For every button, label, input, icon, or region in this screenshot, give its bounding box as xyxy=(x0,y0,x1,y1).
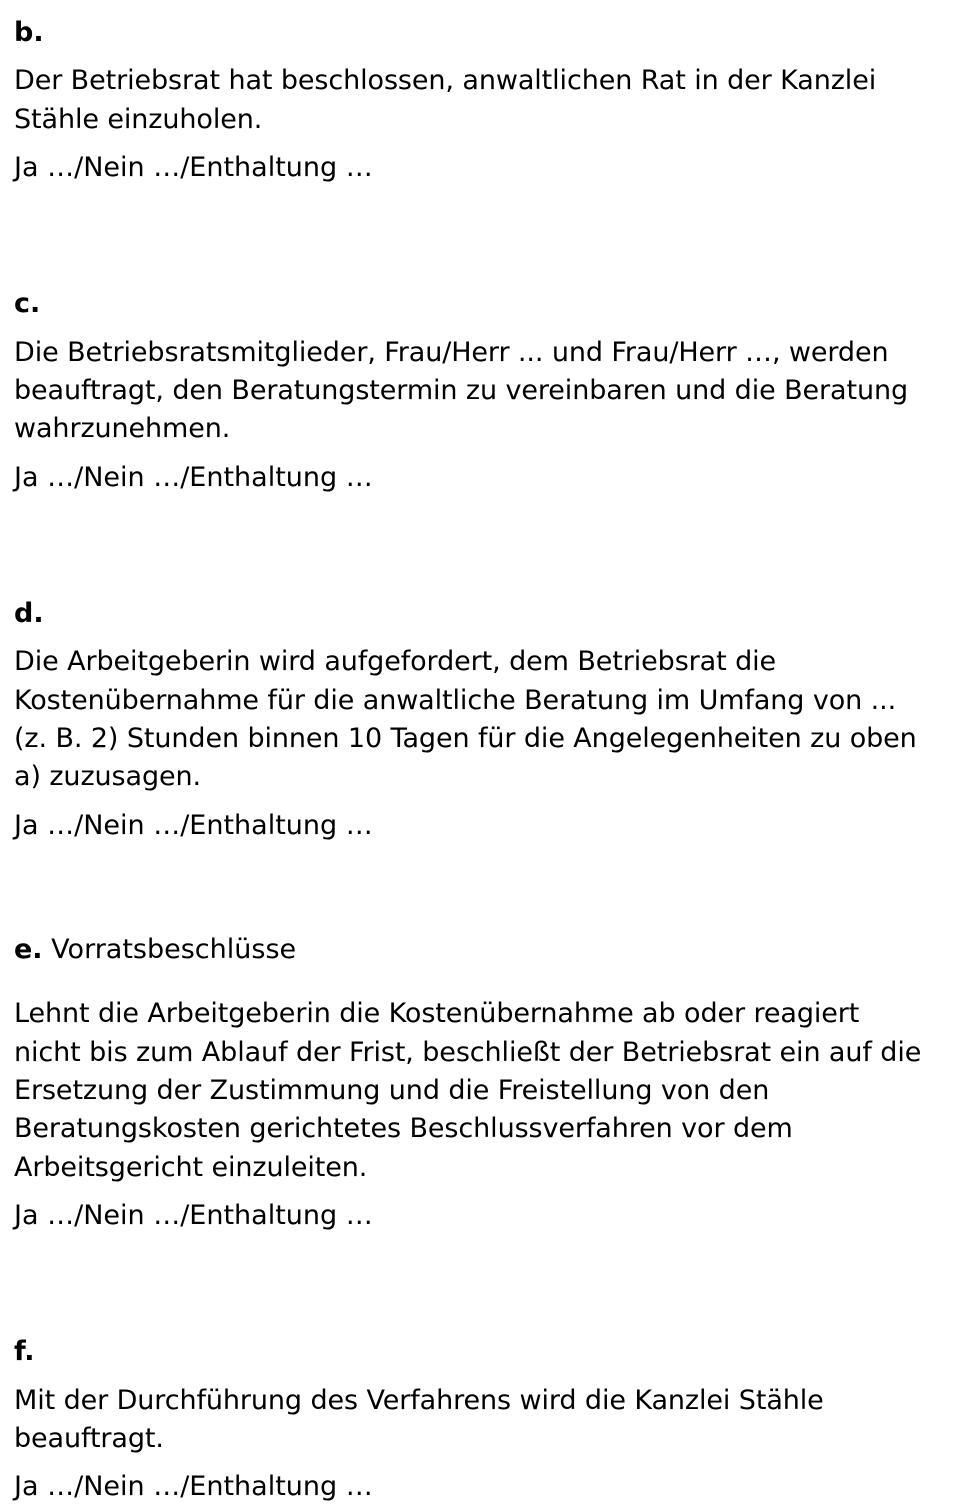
spacer xyxy=(14,324,932,334)
spacer xyxy=(14,1235,932,1333)
spacer xyxy=(14,969,932,995)
spacer xyxy=(14,845,932,931)
section-e-heading-line xyxy=(14,931,932,969)
section-b-marker: b. xyxy=(14,17,44,48)
section-d xyxy=(14,595,932,845)
spacer xyxy=(14,497,932,595)
spacer xyxy=(14,633,932,643)
section-d-marker: d. xyxy=(14,597,44,629)
section-b-paragraph: Der Betriebsrat hat beschlossen, anwaltlichen Rat in der Kanzlei Stähle einzuholen. xyxy=(14,65,877,135)
section-b-vote-line: Ja …/Nein …/Enthaltung … xyxy=(14,151,373,183)
section-e-vote-line: Ja …/Nein …/Enthaltung … xyxy=(14,1199,373,1231)
spacer xyxy=(14,139,932,149)
section-e xyxy=(14,931,932,1235)
section-c-paragraph: Die Betriebsratsmitglieder, Frau/Herr ... und Frau/Herr …, werden beauftragt, den Beratungstermin zu vereinbaren und die Beratung wahrzunehmen. xyxy=(14,336,909,445)
section-c-marker: c. xyxy=(14,288,41,320)
spacer xyxy=(14,449,932,459)
section-e-heading: Vorratsbeschlüsse xyxy=(51,933,297,965)
section-f xyxy=(14,1333,932,1506)
section-e-paragraph: Lehnt die Arbeitgeberin die Kostenübernahme ab oder reagiert nicht bis zum Ablauf der Frist, beschließt der Betriebsrat ein auf die Ersetzung der Zustimmung und die Freistellung von den Beratungskosten gerichtetes Beschlussverfahren vor dem Arbeitsgericht einzuleiten. xyxy=(14,998,922,1183)
spacer xyxy=(14,1187,932,1197)
section-f-paragraph: Mit der Durchführung des Verfahrens wird die Kanzlei Stähle beauftragt. xyxy=(14,1384,824,1454)
spacer xyxy=(14,1372,932,1382)
spacer xyxy=(14,187,932,285)
section-c xyxy=(14,285,932,497)
section-d-paragraph: Die Arbeitgeberin wird aufgefordert, dem Betriebsrat die Kostenübernahme für die anwaltliche Beratung im Umfang von ... (z. B. 2) Stunden binnen 10 Tagen für die Angelegenheiten zu oben a) zuzusagen. xyxy=(14,646,917,793)
spacer xyxy=(14,52,932,62)
section-b xyxy=(14,14,932,187)
section-f-vote-line: Ja …/Nein …/Enthaltung … xyxy=(14,1471,373,1503)
spacer xyxy=(14,1458,932,1468)
section-f-marker: f. xyxy=(14,1336,35,1368)
section-c-vote-line: Ja …/Nein …/Enthaltung … xyxy=(14,461,373,493)
spacer xyxy=(14,797,932,807)
section-e-marker: e. xyxy=(14,933,43,965)
section-d-vote-line: Ja …/Nein …/Enthaltung … xyxy=(14,809,373,841)
